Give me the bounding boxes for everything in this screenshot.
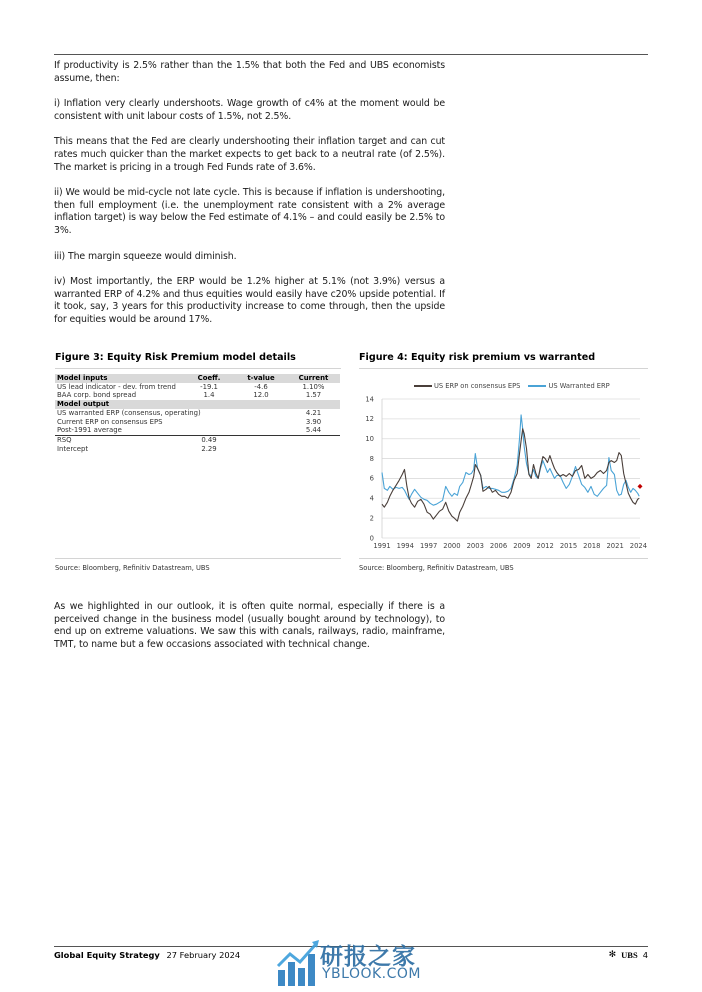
figure3-title-rule (55, 368, 341, 369)
watermark-chart-icon (276, 938, 320, 988)
x-tick-label: 2009 (513, 542, 531, 550)
x-tick-label: 2006 (489, 542, 508, 550)
paragraph: As we highlighted in our outlook, it is often quite normal, especially if there is a perceived change in the business model (usually bought around by technology), to end up on extreme valuations. We saw this with canals, railways, radio, mainframe, TMT, to name but a few occasions associated with technical change. (54, 601, 445, 650)
footer-report-name: Global Equity Strategy (54, 950, 160, 960)
col-header-coeff: Coeff. (183, 374, 235, 383)
table-section-header-row (55, 400, 340, 409)
cell-current: 5.44 (305, 426, 322, 435)
figure4-source-rule (359, 558, 648, 559)
header-rule (54, 54, 648, 55)
cell-value: 2.29 (201, 444, 217, 453)
figure4-source: Source: Bloomberg, Refinitiv Datastream, UBS (359, 564, 514, 572)
erp-line-chart (356, 376, 656, 556)
section-header-model-output: Model output (55, 400, 340, 409)
table-row (55, 435, 340, 444)
y-tick-label: 0 (369, 534, 374, 543)
table-row (55, 426, 340, 435)
cell-label: Intercept (57, 444, 89, 453)
x-tick-label: 2003 (466, 542, 484, 550)
cell-tvalue: -4.6 (254, 382, 268, 391)
cell-coeff: 1.4 (203, 391, 215, 400)
cell-current: 1.57 (305, 391, 322, 400)
body-text-top (54, 60, 445, 340)
body-text-bottom (54, 601, 445, 664)
x-tick-label: 1991 (373, 542, 391, 550)
paragraph: iii) The margin squeeze would diminish. (54, 250, 237, 262)
table-row (55, 391, 340, 400)
col-header-current: Current (287, 374, 340, 383)
page-number: 4 (642, 950, 648, 960)
cell-label: US lead indicator - dev. from trend (57, 382, 176, 391)
cell-label: RSQ (55, 435, 183, 444)
cell-coeff: -19.1 (200, 382, 218, 391)
legend-label-warranted: US Warranted ERP (548, 382, 610, 390)
footer-date: 27 February 2024 (166, 950, 241, 960)
x-tick-label: 1997 (419, 542, 438, 550)
watermark-cn-text: 研报之家 (320, 944, 416, 970)
erp-model-table (55, 374, 340, 453)
footer-report-info (54, 950, 240, 960)
cell-current: 1.10% (302, 382, 325, 391)
watermark (276, 938, 446, 990)
paragraph: This means that the Fed are clearly undershooting their inflation target and can cut rates much quicker than the market expects to get back to a neutral rate (of 2.5%). The market is pricing in a trough Fed Funds rate of 3.6%. (54, 136, 445, 173)
figure3-title: Figure 3: Equity Risk Premium model details (55, 352, 296, 363)
y-tick-label: 14 (365, 395, 374, 404)
cell-label: Post-1991 average (57, 426, 122, 435)
table-row (55, 383, 340, 392)
figure3-source: Source: Bloomberg, Refinitiv Datastream, UBS (55, 564, 210, 572)
cell-current: 3.90 (305, 417, 322, 426)
col-header-tvalue: t-value (235, 374, 287, 383)
x-tick-label: 2018 (583, 542, 601, 550)
y-tick-label: 2 (369, 514, 374, 523)
paragraph: If productivity is 2.5% rather than the 1.5% that both the Fed and UBS economists assume, then: (54, 60, 445, 84)
y-tick-label: 4 (369, 494, 374, 503)
series-line-erp-consensus (382, 429, 639, 521)
cell-value: 0.49 (183, 435, 235, 444)
paragraph: iv) Most importantly, the ERP would be 1.2% higher at 5.1% (not 3.9%) versus a warranted ERP of 4.2% and thus equities would easily have c20% upside potential. If it took, say, 3 years for this productivity increase to come through, then the upside for equities would be around 17%. (54, 276, 445, 325)
ubs-logo: UBS (621, 950, 638, 960)
y-tick-label: 10 (365, 435, 374, 444)
x-tick-label: 2000 (443, 542, 461, 550)
x-tick-label: 2021 (606, 542, 624, 550)
table-row (55, 445, 340, 454)
ubs-keys-icon: ✻ (608, 950, 617, 960)
cell-label: BAA corp. bond spread (57, 391, 137, 400)
figure3-source-rule (55, 558, 341, 559)
cell-tvalue: 12.0 (253, 391, 269, 400)
table-row (55, 409, 340, 418)
cell-label: Current ERP on consensus EPS (57, 417, 163, 426)
y-tick-label: 12 (365, 415, 374, 424)
paragraph: ii) We would be mid-cycle not late cycle. This is because if inflation is undershooting, then full employment (i.e. the unemployment rate consistent with a 2% average inflation target) is way below the Fed estimate of 4.1% – and could easily be 2.5% to 3%. (54, 187, 445, 236)
x-tick-label: 2015 (559, 542, 578, 550)
y-tick-label: 8 (369, 454, 374, 463)
table-header-row (55, 374, 340, 383)
col-header-model-inputs: Model inputs (55, 374, 183, 383)
cell-current: 4.21 (305, 408, 322, 417)
y-tick-label: 6 (369, 474, 374, 483)
x-tick-label: 2012 (536, 542, 554, 550)
cell-label: US warranted ERP (consensus, operating) (57, 408, 201, 417)
x-tick-label: 1994 (396, 542, 414, 550)
figure4-title-rule (359, 368, 648, 369)
x-tick-label: 2024 (629, 542, 648, 550)
footer-brand (609, 950, 648, 960)
legend-label-erp: US ERP on consensus EPS (434, 382, 521, 390)
watermark-en-text: YBLOOK.COM (322, 966, 422, 982)
table-row (55, 418, 340, 427)
paragraph: i) Inflation very clearly undershoots. Wage growth of c4% at the moment would be consistent with unit labour costs of 1.5%, not 2.5%. (54, 98, 445, 122)
figure4-title: Figure 4: Equity risk premium vs warranted (359, 352, 596, 363)
current-point-marker (638, 484, 643, 489)
